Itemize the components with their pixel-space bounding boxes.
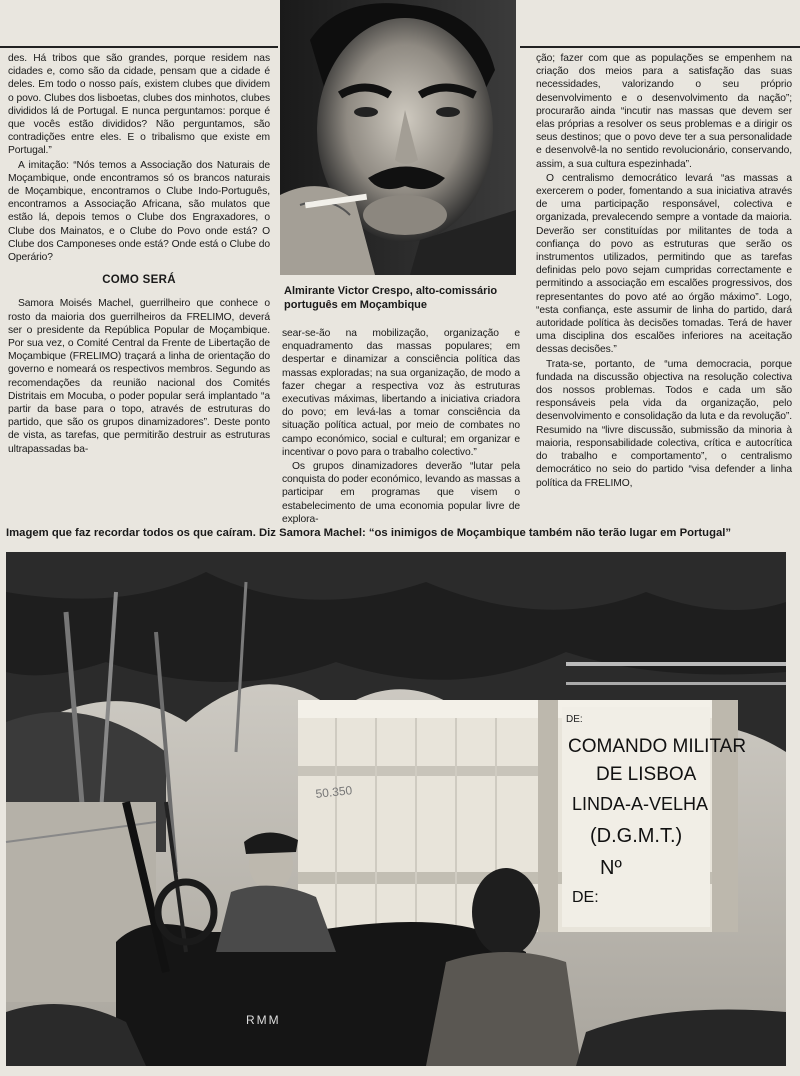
paragraph: ção; fazer com que as populações se empenhem na criação dos meios para a satisfação das suas necessidades, valorizando o seu próprio desenvolvimento e o desenvolvimento da nação”; procurarão ainda “incutir nas massas que devem ser elas próprias a resolver os seus problemas e a dirigir os seus destinos; que o povo deve ter a sua personalidade e desenvolvê-la no sentido revolucionário, conservando, assim, a sua cultura espezinhada”.	[536, 53, 792, 170]
vehicle-plate: RMM	[246, 1013, 281, 1027]
main-photo	[6, 552, 786, 1066]
crate-sign-line: COMANDO MILITAR	[568, 736, 747, 757]
main-photo-illustration	[6, 552, 786, 1066]
portrait-caption: Almirante Victor Crespo, alto-comissário português em Moçambique	[284, 285, 498, 311]
svg-text:50.350: 50.350	[314, 783, 353, 801]
paragraph: O centralismo democrático levará “as massas a exercerem o poder, fomentando a sua iniciativa através de uma participação responsável, colectiva e organizada, prevalecendo sempre a vontade da maioria. Deverão ser constituídas por militantes de toda a confiança do povo as estruturas que serão os instrumentos utilizados, permitindo que as tarefas definidas pelo povo sejam cumpridas correctamente e permitindo a associação em escalões progressivos, dos representantes do povo até ao órgão máximo”. Logo, “esta confiança, este assumir de linha do partido, dará autoridade política às decisões tomadas. Terá de haver uma disciplina dos escalões inferiores na aceitação dessas decisões.”	[536, 172, 792, 356]
crate-sign-line: Nº	[600, 857, 622, 879]
portrait-photo	[280, 0, 516, 275]
paragraph: Samora Moisés Machel, guerrilheiro que conhece o rosto da maioria dos guerrilheiros da FRELIMO, deverá ser o presidente da República Popular de Moçambique. Por sua vez, o Comité Central da Frente de Libertação de Moçambique (FRELIMO) traçará a linha de orientação do governo e nomeará os respectivos membros. Segundo as recomendações da reunião nacional dos Comités Distritais em Mocuba, o poder popular será implantado “a partir da base para o topo, através de estruturas do partido, que são os grupos dinamizadores”. Deste ponto de vista, as tarefas, que permitirão destruir as estruturas ultrapassadas ba-	[8, 298, 270, 455]
top-rule-left	[0, 46, 278, 48]
crate-sign-line: DE:	[566, 714, 583, 725]
paragraph: sear-se-ão na mobilização, organização e enquadramento das massas populares; em despertar e dinamizar a consciência política das massas exploradas; na sua organização, de modo a fazer chegar a respectiva voz às estruturas executivas máximas, libertando a iniciativa criadora do povo; em levá-las a tomar consciência da situação política actual, por meio de combates no campo económico, social e cultural; em organizar e incentivar o povo para o trabalho colectivo.”	[282, 328, 520, 458]
paragraph: Os grupos dinamizadores deverão “lutar pela conquista do poder económico, levando as massas a participar em programas que visem o estabelecimento de uma economia popular livre de explora-	[282, 461, 520, 525]
article-column-2	[282, 327, 520, 525]
section-heading: COMO SERÁ	[102, 274, 176, 287]
crate-sign-line: (D.G.M.T.)	[590, 825, 683, 847]
crate-sign-line: DE:	[572, 889, 599, 906]
main-photo-caption: Imagem que faz recordar todos os que caíram. Diz Samora Machel: “os inimigos de Moçambique também não terão lugar em Portugal”	[6, 527, 732, 539]
paragraph: des. Há tribos que são grandes, porque residem nas cidades e, como são da cidade, pensam que a cidade é deles. Em todo o nosso país, existem clubes que dividem o povo. Clubes dos lisboetas, clubes dos minhotos, clubes divididos lá de Portugal. E nunca perguntamos: porque é que vocês estão divididos? Não perguntamos, são contradições entre eles. E o tribalismo que existe em Portugal.”	[8, 53, 270, 157]
paragraph: Trata-se, portanto, de “uma democracia, porque fundada na discussão objectiva na resolução colectiva dos nossos problemas. Todos e cada um são responsáveis pela vida da organização, pelo desenvolvimento e consolidação da luta e da revolução”. Resumido na “livre discussão, submissão da minoria à maioria, responsabilidade colectiva, crítica e autocrítica do trabalho e comportamento”, o centralismo democrático no seio do partido “visa defender a linha política da FRELIMO,	[536, 358, 792, 489]
top-rule-right	[520, 46, 800, 48]
article-column-1	[8, 52, 270, 514]
crate-sign-line: LINDA-A-VELHA	[572, 794, 709, 814]
portrait-illustration	[280, 0, 516, 275]
crate-sign-line: DE LISBOA	[596, 764, 697, 785]
paragraph: A imitação: “Nós temos a Associação dos Naturais de Moçambique, onde encontramos só os brancos naturais de Moçambique, encontramos o Clube Indo-Português, encontramos a Associação Africana, são mulatos que estão lá, depois temos o Clube dos Engraxadores, o Clube dos Mainatos, e o Clube do Povo onde está? O Clube dos Camponeses onde está? Onde está o Clube do Operário?	[8, 159, 270, 264]
article-column-3	[536, 52, 792, 517]
